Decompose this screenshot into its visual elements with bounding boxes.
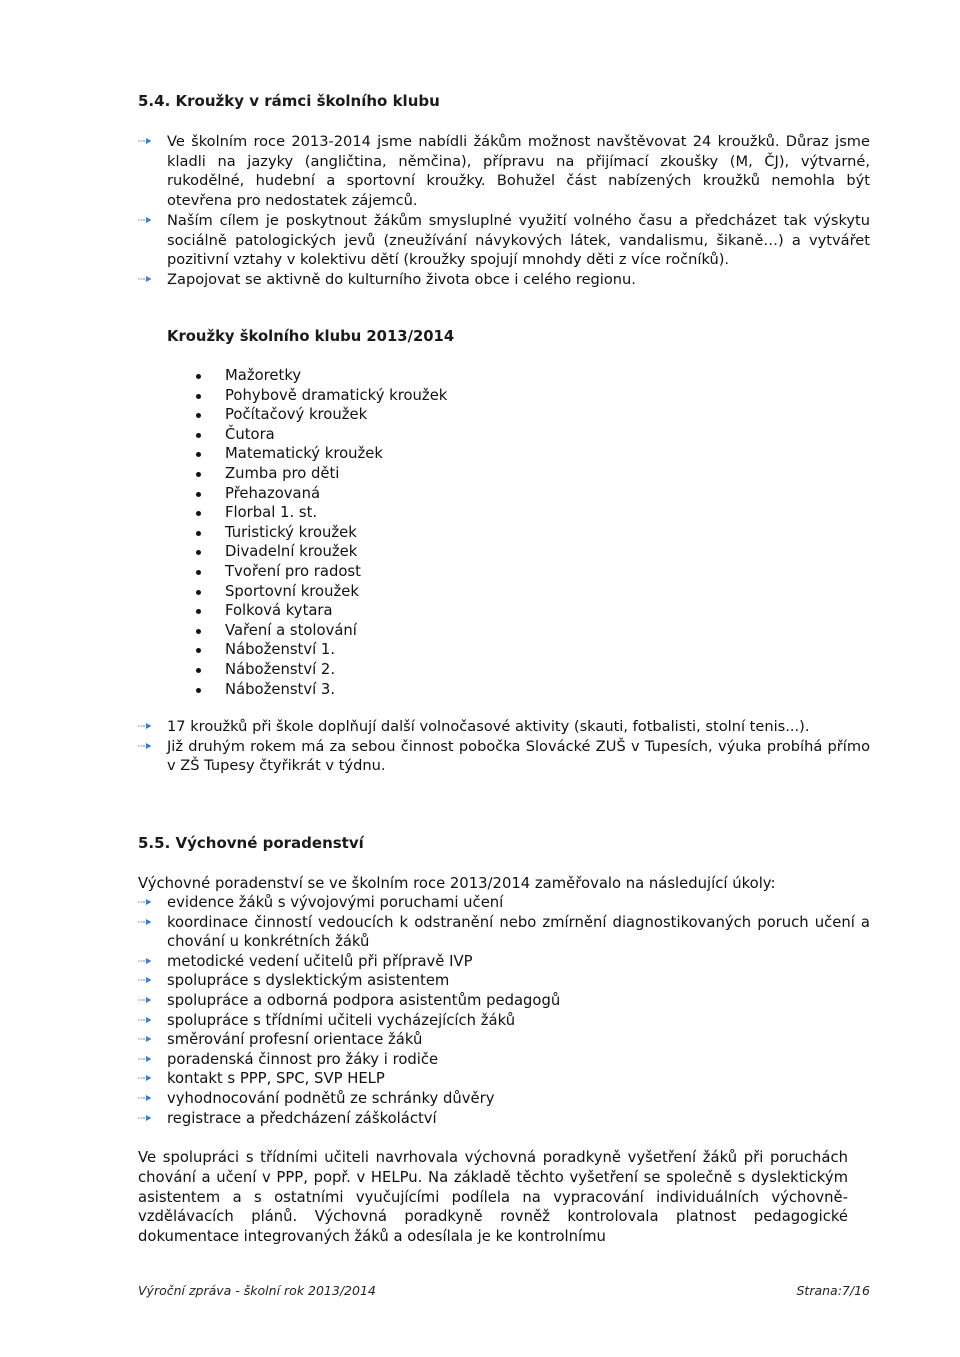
bullet-dot-icon	[196, 590, 201, 595]
list-item	[138, 1109, 870, 1129]
list-item	[138, 1069, 870, 1089]
list-item-text: směrování profesní orientace žáků	[167, 1031, 423, 1049]
club-name: Sportovní kroužek	[225, 582, 359, 600]
counseling-intro: Výchovné poradenství se ve školním roce 2013/2014 zaměřovalo na následující úkoly:	[138, 875, 776, 892]
clubs-intro-list	[138, 132, 870, 290]
club-name: Mažoretky	[225, 367, 302, 384]
arrow-bullet-icon	[138, 957, 152, 965]
club-name: Matematický kroužek	[225, 445, 383, 463]
club-name: Folková kytara	[225, 602, 333, 620]
counseling-task-list	[138, 893, 870, 1128]
bullet-dot-icon	[196, 531, 201, 536]
list-item-text: spolupráce s třídními učiteli vycházejících žáků	[167, 1011, 516, 1029]
club-item	[196, 484, 447, 504]
bullet-dot-icon	[196, 629, 201, 634]
arrow-bullet-icon	[138, 1055, 152, 1063]
footer-page-number: Strana:7/16	[796, 1283, 870, 1298]
list-item-text: 17 kroužků při škole doplňují další volnočasové aktivity (skauti, fotbalisti, stolní tenis...).	[167, 718, 810, 735]
list-item	[138, 991, 870, 1011]
bullet-dot-icon	[196, 413, 201, 418]
club-item	[196, 503, 447, 523]
section-title-clubs: 5.4. Kroužky v rámci školního klubu	[138, 92, 440, 110]
club-item	[196, 405, 447, 425]
list-item-text: vyhodnocování podnětů ze schránky důvěry	[167, 1089, 495, 1107]
arrow-bullet-icon	[138, 275, 152, 283]
bullet-dot-icon	[196, 394, 201, 399]
bullet-dot-icon	[196, 688, 201, 693]
clubs-list	[196, 366, 447, 699]
list-item	[138, 1011, 870, 1031]
arrow-bullet-icon	[138, 742, 152, 750]
list-item-text: metodické vedení učitelů při přípravě IVP	[167, 952, 473, 970]
list-item	[138, 952, 870, 972]
list-item-text: Již druhým rokem má za sebou činnost pobočka Slovácké ZUŠ v Tupesích, výuka probíhá přímo v ZŠ Tupesy čtyřikrát v týdnu.	[167, 737, 870, 775]
arrow-bullet-icon	[138, 898, 152, 906]
club-item	[196, 621, 447, 641]
list-item-text: evidence žáků s vývojovými poruchami učení	[167, 894, 504, 911]
club-item	[196, 425, 447, 445]
list-item	[138, 971, 870, 991]
club-item	[196, 660, 447, 680]
club-item	[196, 640, 447, 660]
arrow-bullet-icon	[138, 722, 152, 730]
bullet-dot-icon	[196, 452, 201, 457]
club-name: Přehazovaná	[225, 484, 321, 502]
arrow-bullet-icon	[138, 1114, 152, 1122]
club-name: Vaření a stolování	[225, 621, 357, 639]
club-item	[196, 366, 447, 386]
club-item	[196, 542, 447, 562]
list-item-text: Zapojovat se aktivně do kulturního života obce i celého regionu.	[167, 270, 636, 288]
club-name: Florbal 1. st.	[225, 504, 318, 522]
club-name: Tvoření pro radost	[225, 562, 361, 580]
club-item	[196, 523, 447, 543]
club-name: Čutora	[225, 425, 275, 443]
list-item-text: koordinace činností vedoucích k odstranění nebo zmírnění diagnostikovaných poruch učení a chování u konkrétních žáků	[167, 913, 870, 951]
list-item-text: spolupráce s dyslektickým asistentem	[167, 972, 450, 990]
arrow-bullet-icon	[138, 976, 152, 984]
club-name: Náboženství 1.	[225, 641, 336, 659]
list-item	[138, 132, 870, 211]
bullet-dot-icon	[196, 472, 201, 477]
counseling-paragraph: Ve spolupráci s třídními učiteli navrhovala výchovná poradkyně vyšetření žáků při poruchách chování a učení v PPP, popř. v HELPu. Na základě těchto vyšetření se společně s dyslektickým asistentem a s ostatními vyučujícími podílela na vypracování individuálních výchovně-vzdělávacích plánů. Výchovná poradkyně rovněž kontrolovala platnost pedagogické dokumentace integrovaných žáků a odesílala je ke kontrolnímu	[138, 1149, 848, 1246]
list-item	[138, 737, 870, 776]
list-item	[138, 211, 870, 270]
arrow-bullet-icon	[138, 1016, 152, 1024]
footer-divider	[138, 1280, 870, 1281]
club-name: Náboženství 3.	[225, 680, 336, 698]
clubs-after-list	[138, 717, 870, 776]
arrow-bullet-icon	[138, 1094, 152, 1102]
list-item-text: kontakt s PPP, SPC, SVP HELP	[167, 1070, 385, 1088]
club-item	[196, 601, 447, 621]
club-item	[196, 464, 447, 484]
arrow-bullet-icon	[138, 137, 152, 145]
club-name: Zumba pro děti	[225, 464, 340, 482]
list-item-text: registrace a předcházení záškoláctví	[167, 1109, 437, 1127]
bullet-dot-icon	[196, 374, 201, 379]
bullet-dot-icon	[196, 570, 201, 575]
list-item	[138, 1030, 870, 1050]
list-item-text: spolupráce a odborná podpora asistentům pedagogů	[167, 991, 561, 1009]
arrow-bullet-icon	[138, 1035, 152, 1043]
club-item	[196, 386, 447, 406]
arrow-bullet-icon	[138, 1074, 152, 1082]
club-item	[196, 680, 447, 700]
club-item	[196, 582, 447, 602]
bullet-dot-icon	[196, 550, 201, 555]
bullet-dot-icon	[196, 433, 201, 438]
bullet-dot-icon	[196, 668, 201, 673]
bullet-dot-icon	[196, 648, 201, 653]
clubs-heading: Kroužky školního klubu 2013/2014	[167, 328, 455, 345]
club-name: Náboženství 2.	[225, 660, 336, 678]
list-item	[138, 270, 870, 290]
arrow-bullet-icon	[138, 918, 152, 926]
club-name: Počítačový kroužek	[225, 406, 368, 424]
list-item	[138, 913, 870, 952]
list-item-text: Naším cílem je poskytnout žákům smysluplné využití volného času a předcházet tak výskytu sociálně patologických jevů (zneužívání návykových látek, vandalismu, šikaně…) a vytvářet pozitivní vztahy v kolektivu dětí (kroužky spojují mnohdy děti z více ročníků).	[167, 211, 870, 269]
arrow-bullet-icon	[138, 216, 152, 224]
club-item	[196, 444, 447, 464]
list-item	[138, 717, 870, 737]
list-item-text: Ve školním roce 2013-2014 jsme nabídli žákům možnost navštěvovat 24 kroužků. Důraz jsme kladli na jazyky (angličtina, němčina), přípravu na přijímací zkoušky (M, ČJ), výtvarné, rukodělné, hudební a sportovní kroužky. Bohužel část nabízených kroužků nemohla být otevřena pro nedostatek zájemců.	[167, 133, 870, 210]
section-title-counseling: 5.5. Výchovné poradenství	[138, 834, 364, 852]
list-item	[138, 1089, 870, 1109]
club-name: Turistický kroužek	[225, 523, 357, 541]
club-name: Divadelní kroužek	[225, 543, 358, 561]
footer-title: Výroční zpráva - školní rok 2013/2014	[138, 1283, 376, 1298]
bullet-dot-icon	[196, 492, 201, 497]
list-item	[138, 893, 870, 913]
arrow-bullet-icon	[138, 996, 152, 1004]
bullet-dot-icon	[196, 609, 201, 614]
bullet-dot-icon	[196, 511, 201, 516]
club-item	[196, 562, 447, 582]
club-name: Pohybově dramatický kroužek	[225, 386, 448, 404]
list-item-text: poradenská činnost pro žáky i rodiče	[167, 1050, 439, 1068]
list-item	[138, 1050, 870, 1070]
